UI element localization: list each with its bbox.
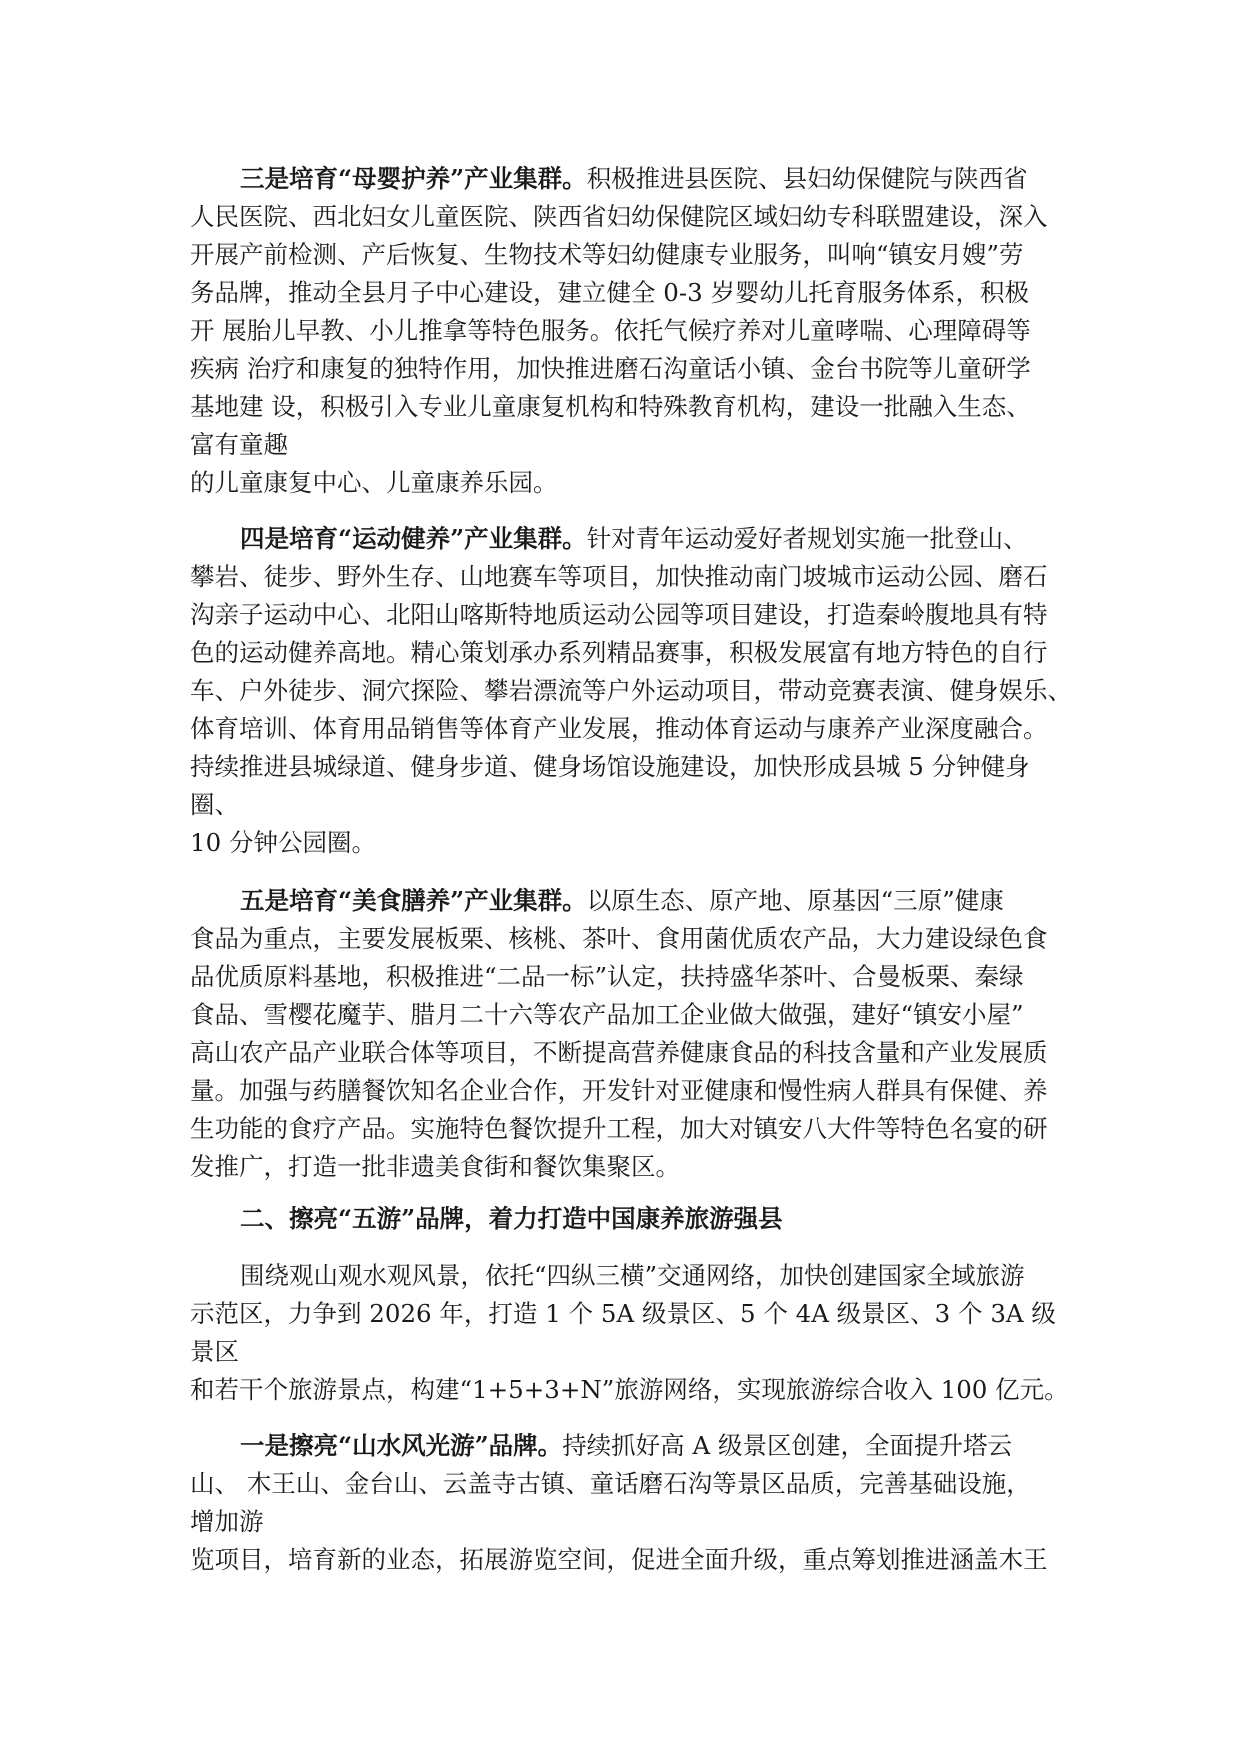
section-heading: 二、擦亮“五游”品牌，着力打造中国康养旅游强县 xyxy=(240,1204,783,1233)
text-line: 的儿童康复中心、儿童康养乐园。 xyxy=(190,468,558,497)
text-line: 示范区，力争到 2026 年，打造 1 个 5A 级景区、5 个 4A 级景区、3 个 3A 级 xyxy=(190,1299,1056,1328)
paragraph-heading: 四是培育“运动健养”产业集群。针对青年运动爱好者规划实施一批登山、 xyxy=(240,524,1028,553)
text-line: 和若干个旅游景点，构建“1+5+3+N”旅游网络，实现旅游综合收入 100 亿元。 xyxy=(190,1375,1069,1404)
paragraph-heading: 五是培育“美食膳养”产业集群。以原生态、原产地、原基因“三原”健康 xyxy=(240,886,1004,915)
text-line: 景区 xyxy=(190,1337,239,1366)
text-line: 体育培训、体育用品销售等体育产业发展，推动体育运动与康养产业深度融合。 xyxy=(190,714,1048,743)
text-line: 人民医院、西北妇女儿童医院、陕西省妇幼保健院区域妇幼专科联盟建设，深入 xyxy=(190,202,1048,231)
text-line: 沟亲子运动中心、北阳山喀斯特地质运动公园等项目建设，打造秦岭腹地具有特 xyxy=(190,600,1048,629)
text-line: 疾病 治疗和康复的独特作用，加快推进磨石沟童话小镇、金台书院等儿童研学 xyxy=(190,354,1031,383)
text-line: 食品为重点，主要发展板栗、核桃、茶叶、食用菌优质农产品，大力建设绿色食 xyxy=(190,924,1048,953)
text-line: 生功能的食疗产品。实施特色餐饮提升工程，加大对镇安八大件等特色名宴的研 xyxy=(190,1114,1048,1143)
text-line: 食品、雪樱花魔芋、腊月二十六等农产品加工企业做大做强，建好“镇安小屋” xyxy=(190,1000,1024,1029)
text-line: 持续推进县城绿道、健身步道、健身场馆设施建设，加快形成县城 5 分钟健身 xyxy=(190,752,1030,781)
text-line: 高山农产品产业联合体等项目，不断提高营养健康食品的科技含量和产业发展质 xyxy=(190,1038,1048,1067)
text-line: 增加游 xyxy=(190,1507,264,1536)
text-line: 开 展胎儿早教、小儿推拿等特色服务。依托气候疗养对儿童哮喘、心理障碍等 xyxy=(190,316,1031,345)
text-line: 10 分钟公园圈。 xyxy=(190,828,376,857)
text-line: 山、 木王山、金台山、云盖寺古镇、童话磨石沟等景区品质，完善基础设施， xyxy=(190,1469,1031,1498)
paragraph-heading: 三是培育“母婴护养”产业集群。积极推进县医院、县妇幼保健院与陕西省 xyxy=(240,164,1028,193)
paragraph-heading: 一是擦亮“山水风光游”品牌。持续抓好高 A 级景区创建，全面提升塔云 xyxy=(240,1431,1012,1460)
text-line: 围绕观山观水观风景，依托“四纵三横”交通网络，加快创建国家全域旅游 xyxy=(240,1261,1025,1290)
text-line: 览项目，培育新的业态，拓展游览空间，促进全面升级，重点筹划推进涵盖木王 xyxy=(190,1545,1048,1574)
text-line: 基地建 设，积极引入专业儿童康复机构和特殊教育机构，建设一批融入生态、 xyxy=(190,392,1031,421)
text-line: 开展产前检测、产后恢复、生物技术等妇幼健康专业服务，叫响“镇安月嫂”劳 xyxy=(190,240,1024,269)
text-line: 品优质原料基地，积极推进“二品一标”认定，扶持盛华茶叶、合曼板栗、秦绿 xyxy=(190,962,1024,991)
text-line: 色的运动健养高地。精心策划承办系列精品赛事，积极发展富有地方特色的自行 xyxy=(190,638,1048,667)
text-line: 圈、 xyxy=(190,790,239,819)
text-line: 攀岩、徒步、野外生存、山地赛车等项目，加快推动南门坡城市运动公园、磨石 xyxy=(190,562,1048,591)
text-line: 量。加强与药膳餐饮知名企业合作，开发针对亚健康和慢性病人群具有保健、养 xyxy=(190,1076,1048,1105)
text-line: 富有童趣 xyxy=(190,430,288,459)
text-line: 务品牌，推动全县月子中心建设，建立健全 0-3 岁婴幼儿托育服务体系，积极 xyxy=(190,278,1030,307)
text-line: 车、户外徒步、洞穴探险、攀岩漂流等户外运动项目，带动竞赛表演、健身娱乐、 xyxy=(190,676,1072,705)
text-line: 发推广，打造一批非遗美食街和餐饮集聚区。 xyxy=(190,1152,680,1181)
